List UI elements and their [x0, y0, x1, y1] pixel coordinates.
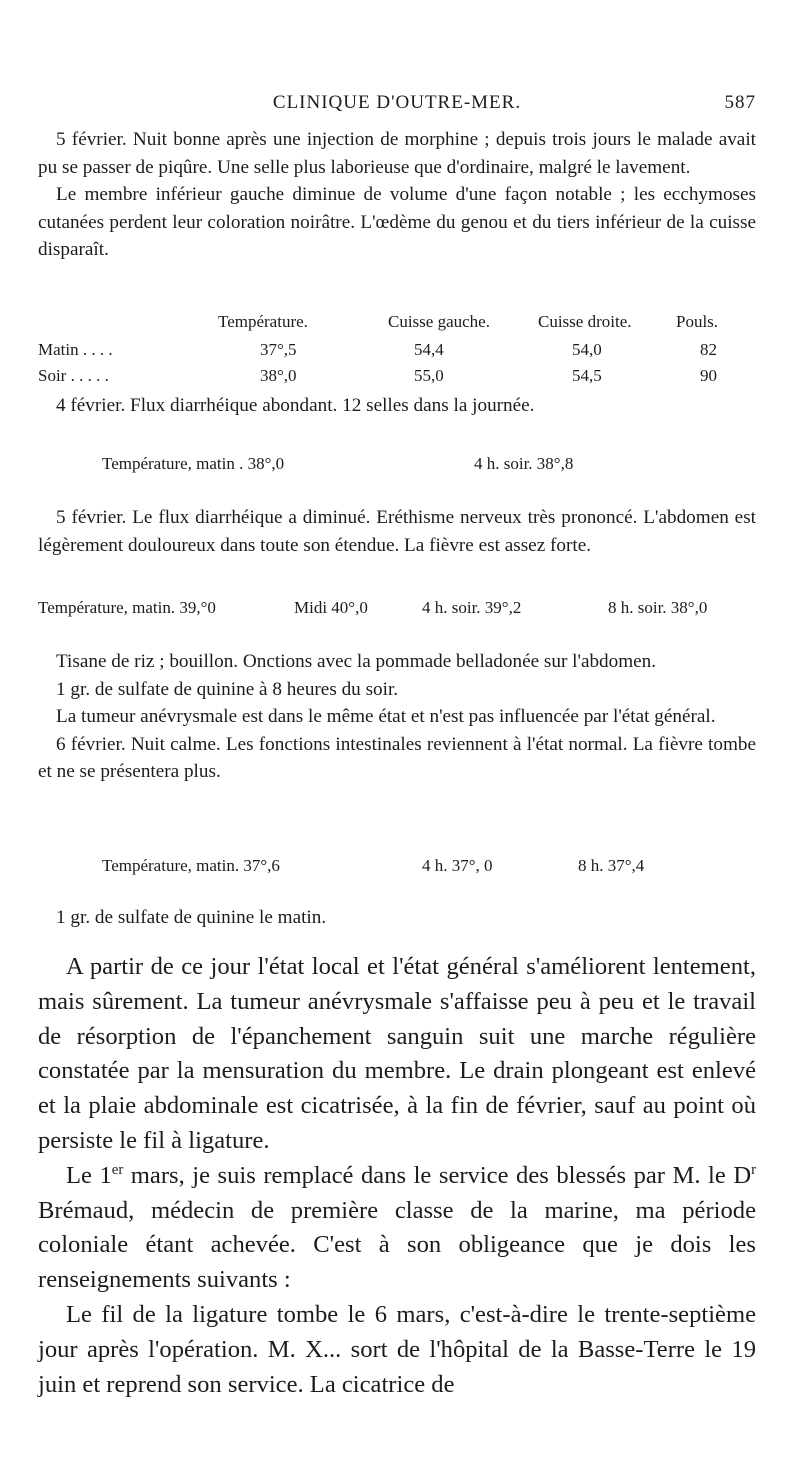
paragraph: [38, 1159, 756, 1298]
table-header: Cuisse droite.: [538, 312, 632, 331]
table-cell: 54,4: [414, 340, 444, 359]
paragraph: La tumeur anévrysmale est dans le même état et n'est pas influencée par l'état général.: [56, 706, 716, 727]
table-cell: 90: [700, 366, 717, 385]
paragraph: Tisane de riz ; bouillon. Onctions avec la pommade belladonée sur l'abdomen.: [56, 651, 657, 672]
temperature-reading: 4 h. soir. 38°,8: [474, 454, 574, 473]
temperature-reading: Température, matin. 39,°0: [38, 598, 216, 617]
paragraph: A partir de ce jour l'état local et l'état général s'améliorent lentement, mais sûrement. La tumeur anévrysmale s'affaisse peu à peu et le travail de résorption de l'épanchement sanguin suit une marche régulière constatée par la mensuration du membre. Le drain plongeant est enlevé et la plaie abdominale est cicatrisée, à la fin de février, sauf au point où persiste le fil à ligature.: [38, 953, 756, 1154]
superscript: er: [111, 1161, 124, 1178]
paragraph: Le fil de la ligature tombe le 6 mars, c'est-à-dire le trente-septième jour après l'opération. M. X... sort de l'hôpital de la Basse-Terre le 19 juin et reprend son service. La cicatrice de: [38, 1300, 756, 1398]
superscript: r: [751, 1161, 757, 1178]
entry-feb-3: [38, 126, 756, 264]
running-title: CLINIQUE D'OUTRE-MER.: [272, 92, 522, 113]
table-row: [38, 366, 756, 392]
temperature-reading: Midi 40°,0: [294, 598, 368, 617]
row-label: Soir . . . . .: [38, 366, 109, 385]
page-number: 587: [724, 92, 756, 113]
running-header: [38, 88, 756, 122]
temperature-reading: 4 h. soir. 39°,2: [422, 598, 522, 617]
temperature-reading: 4 h. 37°, 0: [422, 856, 493, 875]
table-header: Cuisse gauche.: [388, 312, 490, 331]
paragraph: Le membre inférieur gauche diminue de volume d'une façon notable ; les ecchymoses cutanées perdent leur coloration noirâtre. L'œdème du genou et du tiers inférieur de la cuisse disparaît.: [38, 184, 756, 260]
table-header-row: [38, 312, 756, 338]
measurement-table: [38, 312, 756, 392]
table-cell: 38°,0: [260, 366, 297, 385]
table-cell: 82: [700, 340, 717, 359]
table-header: Pouls.: [676, 312, 719, 331]
paragraph: 1 gr. de sulfate de quinine le matin.: [56, 907, 327, 928]
paragraph: 6 février. Nuit calme. Les fonctions intestinales reviennent à l'état normal. La fièvre tombe et ne se présentera plus.: [38, 733, 756, 782]
paragraph: 4 février. Flux diarrhéique abondant. 12 selles dans la journée.: [56, 395, 535, 416]
table-cell: 54,5: [572, 366, 602, 385]
temperature-reading: 8 h. 37°,4: [578, 856, 645, 875]
paragraph: 5 février. Le flux diarrhéique a diminué. Eréthisme nerveux très prononcé. L'abdomen est légèrement douloureux dans toute son étendue. La fièvre est assez forte.: [38, 507, 756, 556]
table-cell: 55,0: [414, 366, 444, 385]
text-run: Brémaud, médecin de première classe de la marine, ma période coloniale étant achevée. C'est à son obligeance que je dois les renseignements suivants :: [38, 1196, 756, 1294]
main-narrative: [38, 950, 756, 1402]
table-header: Température.: [218, 312, 308, 331]
row-label: Matin . . . .: [38, 340, 113, 359]
temperature-reading: Température, matin . 38°,0: [102, 454, 285, 473]
paragraph: 1 gr. de sulfate de quinine à 8 heures du soir.: [56, 678, 399, 700]
entry-feb-5: [38, 504, 756, 559]
table-row: [38, 340, 756, 366]
temperature-reading: 8 h. soir. 38°,0: [608, 598, 708, 617]
entry-feb-5-treatment: [38, 648, 756, 786]
table-cell: 37°,5: [260, 340, 297, 359]
text-run: Le 1: [66, 1161, 112, 1189]
text-run: mars, je suis remplacé dans le service des blessés par M. le D: [123, 1161, 752, 1189]
paragraph: 5 février. Nuit bonne après une injection de morphine ; depuis trois jours le malade avait pu se passer de piqûre. Une selle plus laborieuse que d'ordinaire, malgré le lavement.: [38, 129, 756, 178]
temperature-reading: Température, matin. 37°,6: [102, 856, 280, 875]
entry-feb-6-treatment: [38, 904, 756, 932]
table-cell: 54,0: [572, 340, 602, 359]
entry-feb-4: [38, 392, 756, 420]
